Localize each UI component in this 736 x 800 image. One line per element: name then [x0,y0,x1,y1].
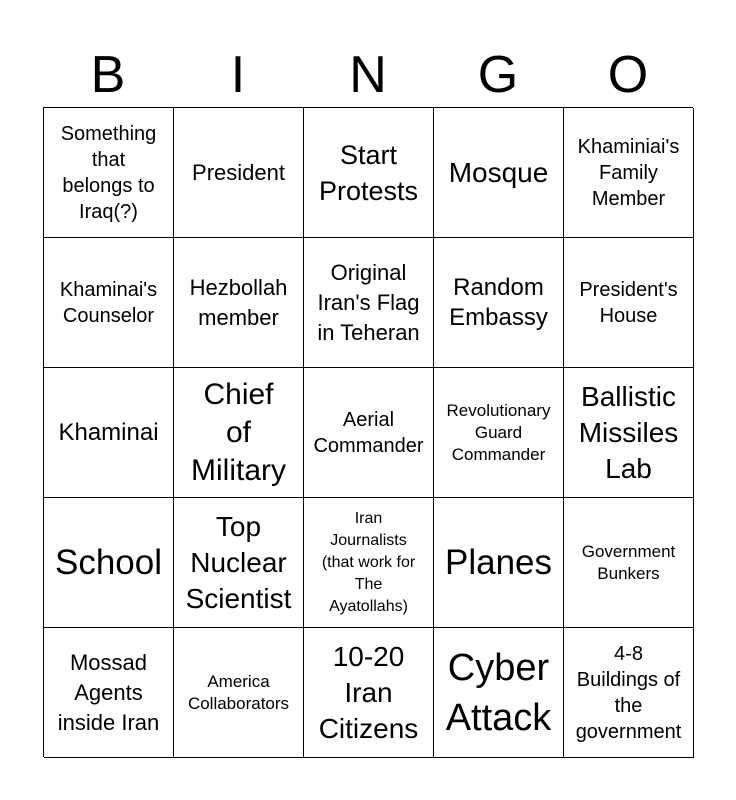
cell-label: Chief of Military [191,377,286,487]
cell-label: 4-8 Buildings of the government [575,642,682,743]
cell-label: Ballistic Missiles Lab [578,380,679,484]
bingo-cell-r5-c5[interactable] [564,628,694,758]
cell-label: Random Embassy [449,273,548,331]
cell-label: 10-20 Iran Citizens [318,640,419,744]
cell-label: Khaminai [58,418,159,446]
cell-label: Planes [444,542,553,582]
bingo-cell-r1-c5[interactable] [564,108,694,238]
cell-label: Mossad Agents inside Iran [57,649,160,735]
cell-label: President's House [579,278,678,327]
cell-label: Top Nuclear Scientist [185,510,292,614]
cell-label: Cyber Attack [445,646,552,739]
cell-label: School [54,542,163,582]
bingo-cell-r2-c4[interactable] [434,238,564,368]
cell-label: Start Protests [318,139,419,206]
cell-label: Something that belongs to Iraq(?) [60,122,157,223]
header-letter-b: B [90,46,126,104]
bingo-cell-r1-c3[interactable] [304,108,434,238]
cell-label: Aerial Commander [313,408,424,457]
cell-label: Khaminai's Counselor [59,278,158,327]
bingo-cell-r1-c4[interactable] [434,108,564,238]
bingo-cell-r2-c2[interactable] [174,238,304,368]
bingo-cell-r4-c3[interactable] [304,498,434,628]
bingo-cell-r5-c3[interactable] [304,628,434,758]
bingo-cell-r4-c5[interactable] [564,498,694,628]
bingo-cell-r4-c1[interactable] [44,498,174,628]
header-letter-i: I [230,46,246,104]
cell-label: Original Iran's Flag in Teheran [317,259,420,345]
header-letter-g: G [477,46,519,104]
bingo-cell-r3-c1[interactable] [44,368,174,498]
bingo-board [43,107,693,757]
bingo-cell-r4-c2[interactable] [174,498,304,628]
bingo-cell-r5-c4[interactable] [434,628,564,758]
header-letter-o: O [607,46,649,104]
cell-label: Khaminiai's Family Member [577,135,680,210]
bingo-cell-r2-c5[interactable] [564,238,694,368]
cell-label: America Collaborators [187,671,290,713]
bingo-cell-r2-c3[interactable] [304,238,434,368]
cell-label: Hezbollah member [189,274,288,330]
bingo-cell-r3-c2[interactable] [174,368,304,498]
cell-label: Revolutionary Guard Commander [446,400,551,464]
bingo-header [43,44,693,106]
bingo-cell-r3-c4[interactable] [434,368,564,498]
bingo-cell-r2-c1[interactable] [44,238,174,368]
cell-label: Government Bunkers [581,541,676,583]
bingo-cell-r1-c2[interactable] [174,108,304,238]
bingo-cell-r4-c4[interactable] [434,498,564,628]
bingo-cell-r5-c1[interactable] [44,628,174,758]
header-letter-n: N [349,46,387,104]
bingo-cell-r5-c2[interactable] [174,628,304,758]
bingo-cell-r3-c3[interactable] [304,368,434,498]
cell-label: President [192,159,285,185]
bingo-cell-r1-c1[interactable] [44,108,174,238]
cell-label: Iran Journalists (that work for The Ayatollahs) [321,509,416,615]
bingo-cell-r3-c5[interactable] [564,368,694,498]
cell-label: Mosque [448,156,549,188]
